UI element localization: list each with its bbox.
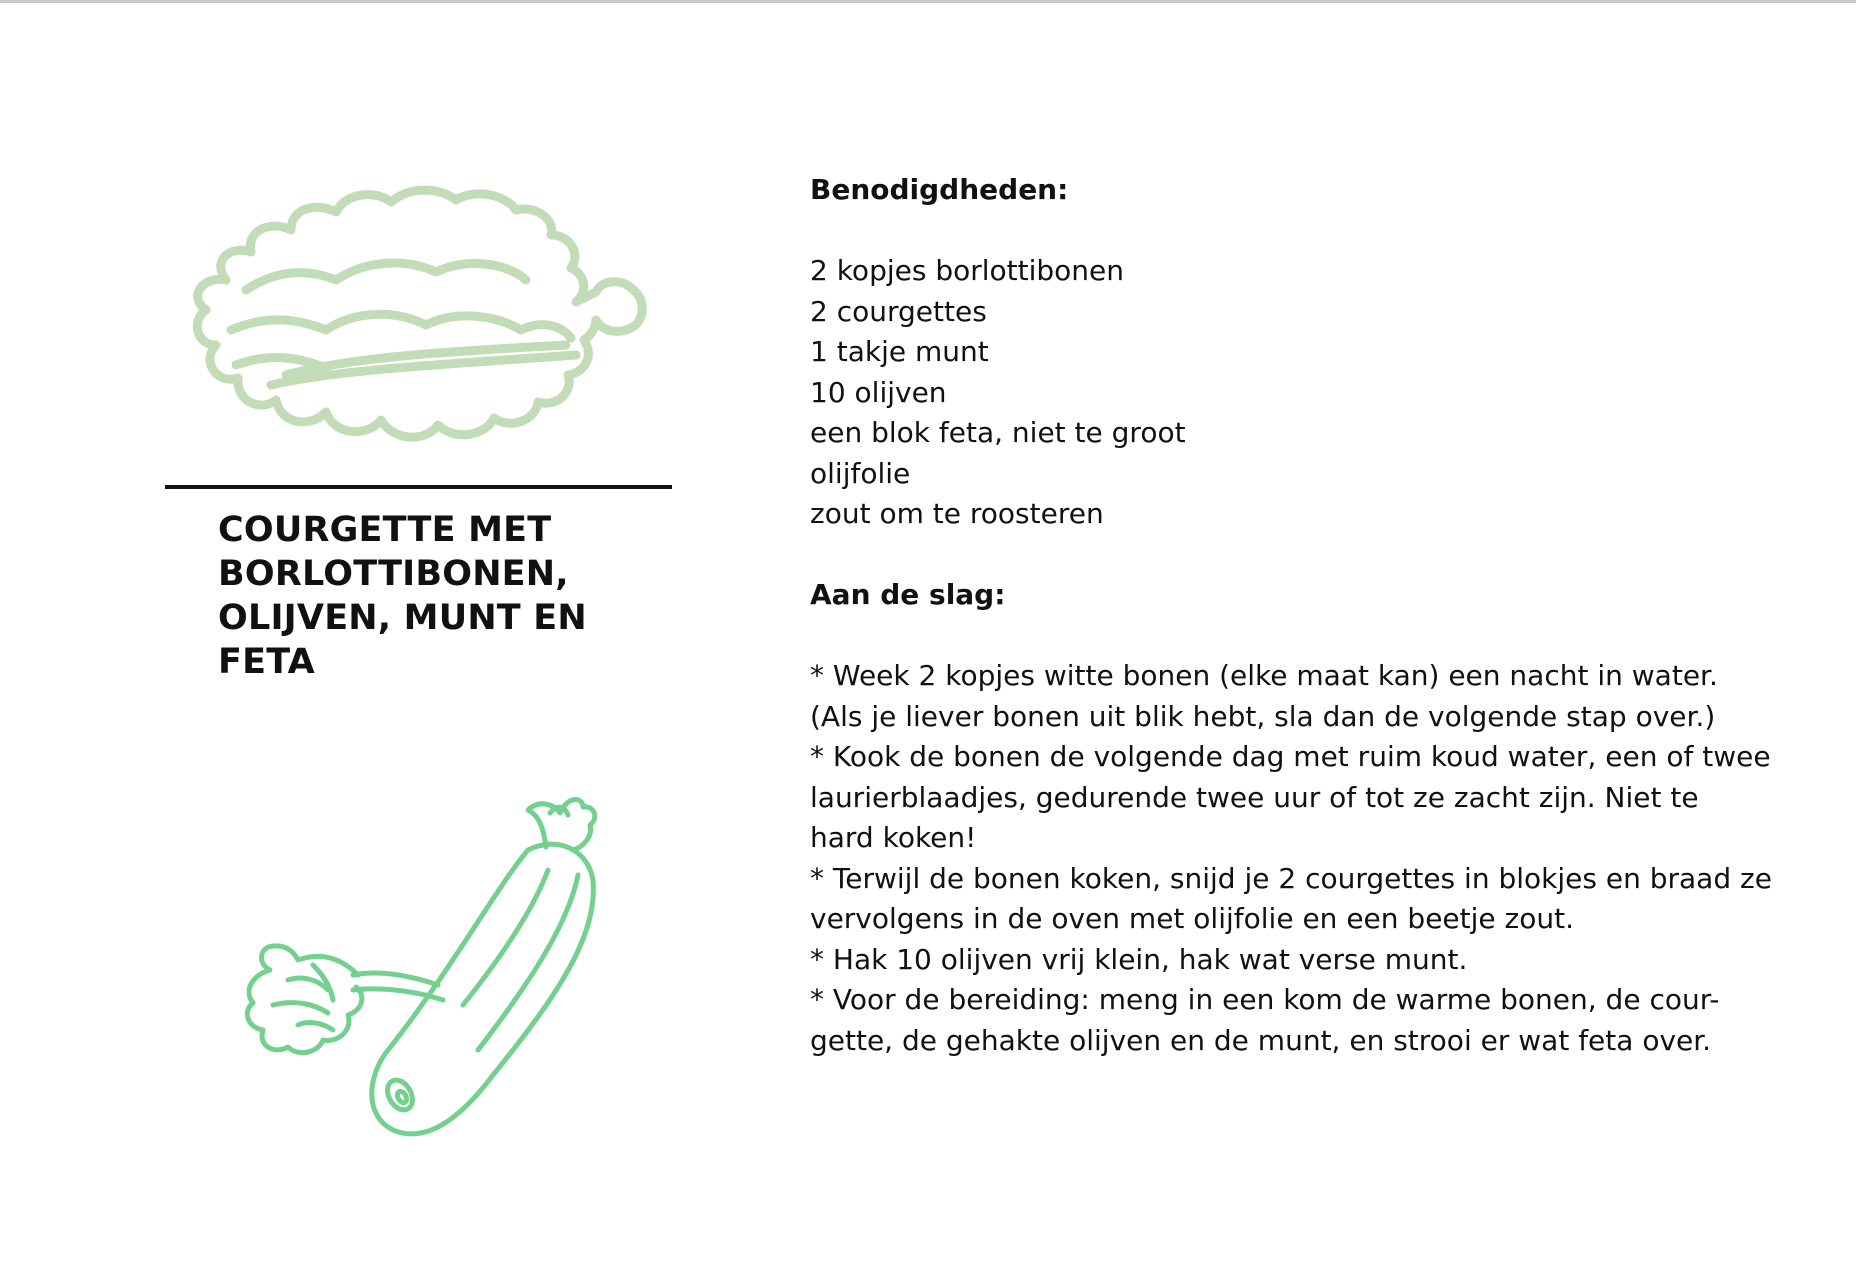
spacer [810,616,1810,657]
ingredient-item: zout om te roosteren [810,497,1104,530]
ingredients-heading: Benodigdheden: [810,173,1069,206]
method-line: * Terwijl de bonen koken, snijd je 2 courgettes in blokjes en braad ze [810,861,1772,895]
method-line: (Als je liever bonen uit blik hebt, sla dan de volgende stap over.) [810,699,1716,733]
method-line: * Week 2 kopjes witte bonen (elke maat kan) een nacht in water. [810,659,1718,692]
ingredient-item: 1 takje munt [810,335,989,368]
lettuce-illustration [176,180,666,470]
ingredient-item: 2 kopjes borlottibonen [810,254,1125,287]
recipe-title-line: OLIJVEN, MUNT EN [218,598,587,638]
recipe-title-line: FETA [218,642,315,682]
ingredient-item: een blok feta, niet te groot [810,416,1186,449]
ingredient-item: 2 courgettes [810,294,987,328]
recipe-title-line: BORLOTTIBONEN, [218,554,569,594]
spacer [810,535,1810,576]
method-line: vervolgens in de oven met olijfolie en een beetje zout. [810,902,1574,935]
recipe-title-line: COURGETTE MET [218,510,552,550]
method-line: laurierblaadjes, gedurende twee uur of tot ze zacht zijn. Niet te [810,780,1699,814]
ingredient-item: olijfolie [810,456,911,490]
spacer [810,211,1810,252]
method-line: * Kook de bonen de volgende dag met ruim koud water, een of twee [810,740,1771,773]
method-line: * Hak 10 olijven vrij klein, hak wat verse munt. [810,942,1468,976]
page-top-border [0,0,1856,3]
recipe-text [810,170,1810,1061]
method-line: hard koken! [810,821,977,854]
zucchini-illustration [228,775,708,1145]
ingredient-item: 10 olijven [810,375,947,409]
title-divider [165,485,672,489]
method-line: * Voor de bereiding: meng in een kom de warme bonen, de cour- [810,983,1720,1016]
method-heading: Aan de slag: [810,578,1006,611]
recipe-title [218,508,638,684]
method-line: gette, de gehakte olijven en de munt, en strooi er wat feta over. [810,1023,1712,1057]
